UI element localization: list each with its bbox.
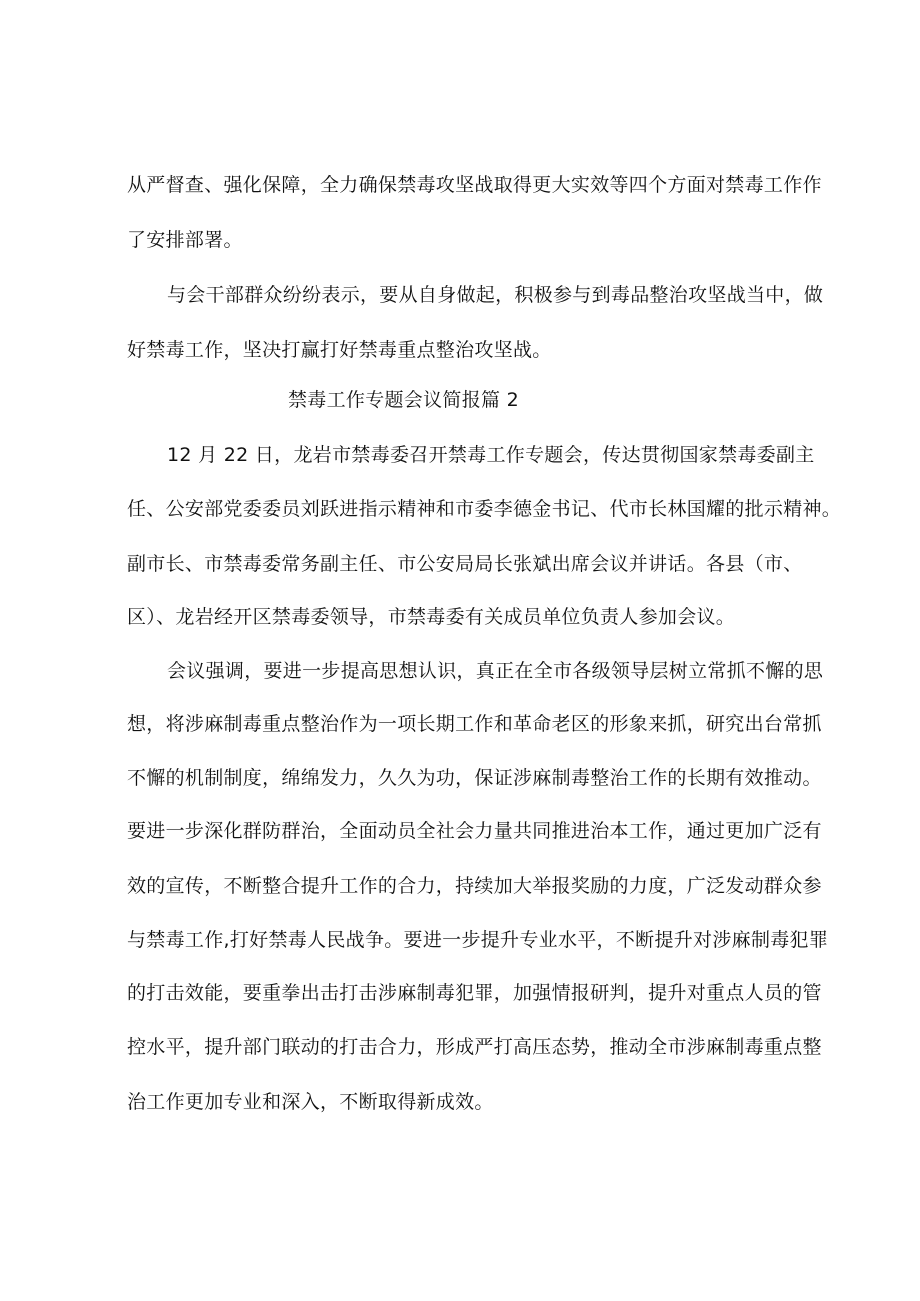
text-line: 12 月 22 日，龙岩市禁毒委召开禁毒工作专题会，传达贯彻国家禁毒委副主: [167, 444, 815, 466]
text-line: 的打击效能，要重拳出击打击涉麻制毒犯罪，加强情报研判，提升对重点人员的管: [127, 982, 822, 1004]
section-title: 禁毒工作专题会议简报篇 2: [288, 389, 520, 411]
text-line: 与禁毒工作,打好禁毒人民战争。要进一步提升专业水平，不断提升对涉麻制毒犯罪: [127, 929, 829, 951]
text-line: 治工作更加专业和深入，不断取得新成效。: [127, 1091, 494, 1113]
text-line: 与会干部群众纷纷表示，要从自身做起，积极参与到毒品整治攻坚战当中，做: [167, 284, 824, 306]
text-line: 想，将涉麻制毒重点整治作为一项长期工作和革命老区的形象来抓，研究出台常抓: [127, 713, 822, 735]
text-line: 区）、龙岩经开区禁毒委领导，市禁毒委有关成员单位负责人参加会议。: [127, 606, 736, 628]
text-line: 会议强调，要进一步提高思想认识，真正在全市各级领导层树立常抓不懈的思: [167, 660, 824, 682]
text-line: 副市长、市禁毒委常务副主任、市公安局局长张斌出席会议并讲话。各县（市、: [127, 553, 803, 575]
text-line: 任、公安部党委委员刘跃进指示精神和市委李德金书记、代市长林国耀的批示精神。: [127, 498, 842, 520]
text-line: 不懈的机制制度，绵绵发力，久久为功，保证涉麻制毒整治工作的长期有效推动。: [127, 767, 822, 789]
text-line: 要进一步深化群防群治，全面动员全社会力量共同推进治本工作，通过更加广泛有: [127, 820, 822, 842]
text-line: 好禁毒工作，坚决打赢打好禁毒重点整治攻坚战。: [127, 339, 552, 361]
text-line: 控水平，提升部门联动的打击合力，形成严打高压态势，推动全市涉麻制毒重点整: [127, 1036, 822, 1058]
text-line: 了安排部署。: [127, 229, 243, 251]
text-line: 从严督查、强化保障，全力确保禁毒攻坚战取得更大实效等四个方面对禁毒工作作: [127, 174, 822, 196]
text-line: 效的宣传，不断整合提升工作的合力，持续加大举报奖励的力度，广泛发动群众参: [127, 875, 822, 897]
